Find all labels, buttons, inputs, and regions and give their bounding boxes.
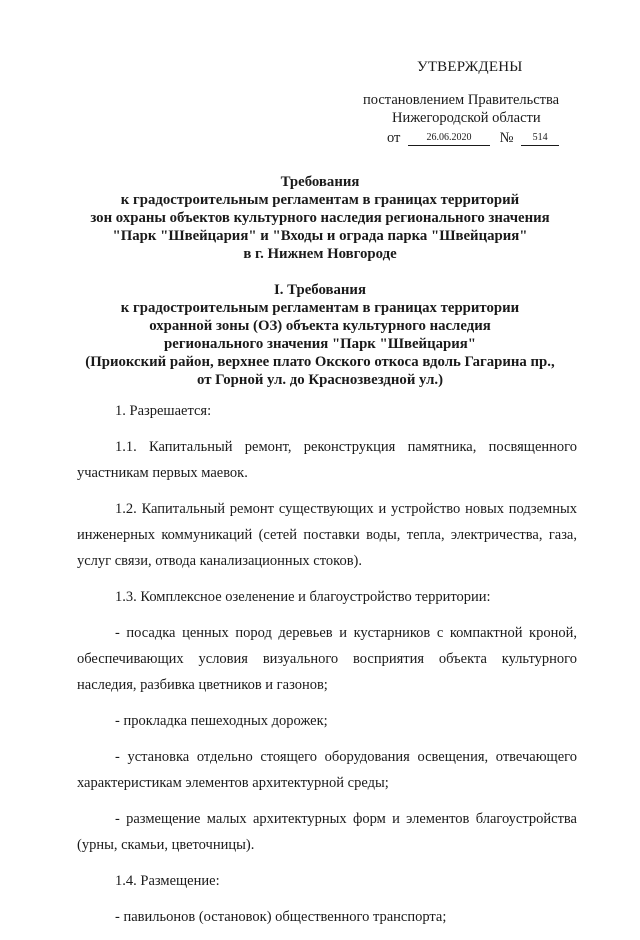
approval-date-field: 26.06.2020 xyxy=(408,131,490,146)
approval-line-government: постановлением Правительства xyxy=(363,92,560,108)
section-heading-line: I. Требования xyxy=(274,282,366,298)
paragraph: 1.1. Капитальный ремонт, реконструкция памятника, посвященного участникам первых маевок. xyxy=(77,439,577,481)
main-heading-line: в г. Нижнем Новгороде xyxy=(243,246,397,262)
section-heading-line: охранной зоны (ОЗ) объекта культурного наследия xyxy=(149,318,491,334)
paragraph: 1.3. Комплексное озеленение и благоустройство территории: xyxy=(115,589,491,605)
section-heading xyxy=(60,281,580,389)
paragraph: 1. Разрешается: xyxy=(115,403,212,419)
approval-line-region: Нижегородской области xyxy=(392,110,541,126)
approval-number-sign: № xyxy=(499,130,514,146)
paragraph: 1.4. Размещение: xyxy=(115,873,220,889)
paragraph: - посадка ценных пород деревьев и кустарников с компактной кроной, обеспечивающих условия визуального восприятия объекта культурного наследия, разбивка цветников и газонов; xyxy=(77,625,577,693)
paragraph: - прокладка пешеходных дорожек; xyxy=(115,713,328,729)
section-heading-line: регионального значения "Парк "Швейцария" xyxy=(164,336,476,352)
section-heading-line: от Горной ул. до Краснозвездной ул.) xyxy=(197,372,443,388)
approval-from-label: от xyxy=(387,130,401,146)
main-heading-line: "Парк "Швейцария" и "Входы и ограда парка "Швейцария" xyxy=(112,228,528,244)
paragraph: - павильонов (остановок) общественного транспорта; xyxy=(115,909,447,925)
main-heading-line: зон охраны объектов культурного наследия регионального значения xyxy=(90,210,550,226)
main-heading xyxy=(60,173,580,263)
approval-date-number-line xyxy=(387,129,559,148)
section-heading-line: (Приокский район, верхнее плато Окского откоса вдоль Гагарина пр., xyxy=(85,354,555,370)
approval-title: УТВЕРЖДЕНЫ xyxy=(417,59,523,75)
paragraph: - установка отдельно стоящего оборудования освещения, отвечающего характеристикам элементов архитектурной среды; xyxy=(77,749,577,791)
main-heading-line: Требования xyxy=(280,174,360,190)
paragraph: 1.2. Капитальный ремонт существующих и устройство новых подземных инженерных коммуникаций (сетей поставки воды, тепла, электричества, газа, услуг связи, отвода канализационных стоков). xyxy=(77,501,577,569)
document-body xyxy=(77,398,577,940)
paragraph: - размещение малых архитектурных форм и элементов благоустройства (урны, скамьи, цветочницы). xyxy=(77,811,577,853)
approval-number-field: 514 xyxy=(521,131,559,146)
section-heading-line: к градостроительным регламентам в границах территории xyxy=(120,300,520,316)
main-heading-line: к градостроительным регламентам в границах территорий xyxy=(120,192,520,208)
